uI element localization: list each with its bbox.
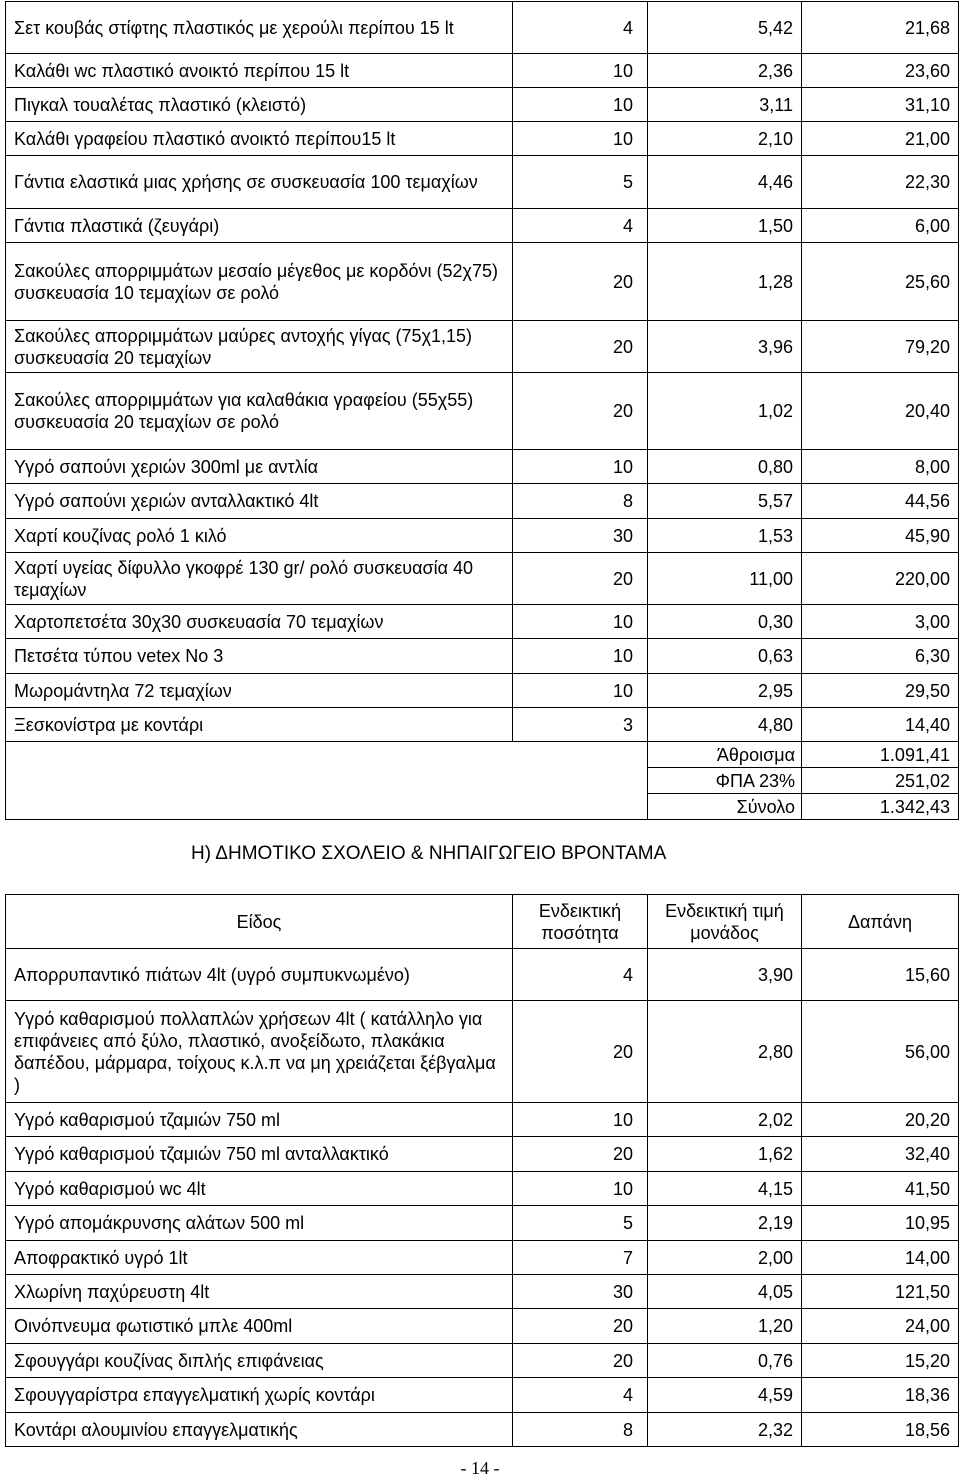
item-total: 41,50 [802,1172,959,1206]
table-row [6,1172,959,1206]
item-description: Υγρό απομάκρυνσης αλάτων 500 ml [6,1206,513,1241]
item-unit-price: 2,32 [648,1413,802,1447]
table-row [6,674,959,708]
item-unit-price: 0,63 [648,639,802,674]
table-row [6,373,959,450]
item-total: 29,50 [802,674,959,708]
items-table-2 [5,894,959,1447]
item-total: 23,60 [802,54,959,88]
item-quantity: 8 [513,484,648,519]
item-quantity: 4 [513,209,648,243]
item-total: 18,36 [802,1378,959,1413]
item-quantity: 10 [513,88,648,122]
item-total: 121,50 [802,1275,959,1309]
header-cost: Δαπάνη [802,895,959,949]
item-total: 6,00 [802,209,959,243]
table-row [6,605,959,639]
item-quantity: 5 [513,1206,648,1241]
item-unit-price: 0,76 [648,1344,802,1378]
item-description: Ξεσκονίστρα με κοντάρι [6,708,513,742]
item-unit-price: 4,59 [648,1378,802,1413]
page-number: - 14 - [460,1458,500,1478]
item-quantity: 5 [513,156,648,209]
item-total: 21,68 [802,2,959,54]
item-total: 45,90 [802,519,959,553]
table-row [6,1206,959,1241]
table-row [6,1137,959,1172]
table-row [6,156,959,209]
header-unit-price: Ενδεικτική τιμή μονάδος [648,895,802,949]
item-unit-price: 0,80 [648,450,802,484]
item-total: 21,00 [802,122,959,156]
item-description: Καλάθι γραφείου πλαστικό ανοικτό περίπου15 lt [6,122,513,156]
item-unit-price: 2,36 [648,54,802,88]
item-total: 20,40 [802,373,959,450]
item-quantity: 10 [513,674,648,708]
item-total: 56,00 [802,1001,959,1103]
sum-label: Άθροισμα [648,742,802,768]
item-total: 15,20 [802,1344,959,1378]
item-unit-price: 2,10 [648,122,802,156]
item-total: 44,56 [802,484,959,519]
item-unit-price: 1,62 [648,1137,802,1172]
totals-row [6,742,959,768]
item-total: 20,20 [802,1103,959,1137]
item-total: 25,60 [802,243,959,321]
item-description: Γάντια ελαστικά μιας χρήσης σε συσκευασία 100 τεμαχίων [6,156,513,209]
item-total: 8,00 [802,450,959,484]
item-quantity: 20 [513,1344,648,1378]
table-row [6,1241,959,1275]
item-unit-price: 5,57 [648,484,802,519]
item-unit-price: 0,30 [648,605,802,639]
item-quantity: 10 [513,450,648,484]
item-quantity: 20 [513,553,648,605]
table-row [6,1309,959,1344]
item-quantity: 20 [513,1309,648,1344]
item-unit-price: 4,15 [648,1172,802,1206]
section-heading: Η) ΔΗΜΟΤΙΚΟ ΣΧΟΛΕΙΟ & ΝΗΠΑΙΓΩΓΕΙΟ ΒΡΟΝΤΑΜΑ [191,843,667,864]
item-total: 10,95 [802,1206,959,1241]
table-row [6,321,959,373]
sum-value: 1.091,41 [802,742,959,768]
item-quantity: 20 [513,243,648,321]
item-description: Μωρομάντηλα 72 τεμαχίων [6,674,513,708]
item-description: Σετ κουβάς στίφτης πλαστικός με χερούλι περίπου 15 lt [6,2,513,54]
item-total: 15,60 [802,949,959,1001]
item-total: 6,30 [802,639,959,674]
item-description: Οινόπνευμα φωτιστικό μπλε 400ml [6,1309,513,1344]
item-unit-price: 2,80 [648,1001,802,1103]
item-quantity: 30 [513,519,648,553]
item-total: 18,56 [802,1413,959,1447]
item-quantity: 20 [513,1137,648,1172]
table-row [6,708,959,742]
item-unit-price: 4,80 [648,708,802,742]
table-row [6,1275,959,1309]
item-unit-price: 4,05 [648,1275,802,1309]
table-row [6,122,959,156]
table-row [6,1344,959,1378]
item-description: Υγρό καθαρισμού wc 4lt [6,1172,513,1206]
item-total: 79,20 [802,321,959,373]
item-unit-price: 1,50 [648,209,802,243]
item-description: Χαρτοπετσέτα 30χ30 συσκευασία 70 τεμαχίων [6,605,513,639]
table-row [6,2,959,54]
table-row [6,1378,959,1413]
item-unit-price: 2,00 [648,1241,802,1275]
item-description: Υγρό καθαρισμού πολλαπλών χρήσεων 4lt ( κατάλληλο για επιφάνειες από ξύλο, πλαστικό, ανοξείδωτο, πλακάκια δαπέδου, μάρμαρα, τοίχους κ.λ.π να μη χρειάζεται ξέβγαλμα ) [6,1001,513,1103]
item-unit-price: 11,00 [648,553,802,605]
item-description: Γάντια πλαστικά (ζευγάρι) [6,209,513,243]
item-total: 22,30 [802,156,959,209]
item-description: Υγρό σαπούνι χεριών ανταλλακτικό 4lt [6,484,513,519]
item-description: Αποφρακτικό υγρό 1lt [6,1241,513,1275]
item-quantity: 30 [513,1275,648,1309]
table-row [6,949,959,1001]
item-description: Καλάθι wc πλαστικό ανοικτό περίπου 15 lt [6,54,513,88]
item-total: 14,00 [802,1241,959,1275]
item-unit-price: 1,53 [648,519,802,553]
item-unit-price: 2,19 [648,1206,802,1241]
table-row [6,484,959,519]
item-quantity: 10 [513,605,648,639]
table-row [6,519,959,553]
item-description: Χαρτί κουζίνας ρολό 1 κιλό [6,519,513,553]
item-quantity: 4 [513,1378,648,1413]
item-quantity: 8 [513,1413,648,1447]
header-item: Είδος [6,895,513,949]
item-total: 14,40 [802,708,959,742]
table-row [6,450,959,484]
item-unit-price: 1,20 [648,1309,802,1344]
table-row [6,1413,959,1447]
table-row [6,88,959,122]
table-row [6,1103,959,1137]
items-table-1 [5,1,959,820]
item-unit-price: 4,46 [648,156,802,209]
item-quantity: 10 [513,54,648,88]
totals-row [6,794,959,820]
item-description: Πετσέτα τύπου vetex No 3 [6,639,513,674]
item-description: Σακούλες απορριμμάτων μεσαίο μέγεθος με κορδόνι (52χ75) συσκευασία 10 τεμαχίων σε ρολό [6,243,513,321]
item-total: 220,00 [802,553,959,605]
item-description: Χλωρίνη παχύρευστη 4lt [6,1275,513,1309]
header-row [6,895,959,949]
item-unit-price: 5,42 [648,2,802,54]
table-row [6,553,959,605]
item-description: Υγρό σαπούνι χεριών 300ml με αντλία [6,450,513,484]
item-total: 3,00 [802,605,959,639]
item-quantity: 10 [513,122,648,156]
item-quantity: 10 [513,1172,648,1206]
item-description: Σακούλες απορριμμάτων για καλαθάκια γραφείου (55χ55) συσκευασία 20 τεμαχίων σε ρολό [6,373,513,450]
item-description: Απορρυπαντικό πιάτων 4lt (υγρό συμπυκνωμένο) [6,949,513,1001]
grand-total-value: 1.342,43 [802,794,959,820]
item-description: Πιγκαλ τουαλέτας πλαστικό (κλειστό) [6,88,513,122]
item-unit-price: 2,02 [648,1103,802,1137]
item-description: Σφουγγάρι κουζίνας διπλής επιφάνειας [6,1344,513,1378]
table-row [6,639,959,674]
totals-row [6,768,959,794]
item-description: Σακούλες απορριμμάτων μαύρες αντοχής γίγας (75χ1,15) συσκευασία 20 τεμαχίων [6,321,513,373]
item-quantity: 20 [513,1001,648,1103]
table-row [6,243,959,321]
item-unit-price: 1,02 [648,373,802,450]
item-unit-price: 2,95 [648,674,802,708]
vat-value: 251,02 [802,768,959,794]
item-quantity: 10 [513,639,648,674]
item-quantity: 20 [513,321,648,373]
header-quantity: Ενδεικτική ποσότητα [513,895,648,949]
item-description: Κοντάρι αλουμινίου επαγγελματικής [6,1413,513,1447]
item-total: 31,10 [802,88,959,122]
table-row [6,54,959,88]
table-row [6,209,959,243]
item-quantity: 10 [513,1103,648,1137]
item-quantity: 4 [513,2,648,54]
item-unit-price: 3,90 [648,949,802,1001]
item-unit-price: 3,96 [648,321,802,373]
item-quantity: 3 [513,708,648,742]
item-quantity: 7 [513,1241,648,1275]
grand-total-label: Σύνολο [648,794,802,820]
item-quantity: 20 [513,373,648,450]
item-quantity: 4 [513,949,648,1001]
item-description: Χαρτί υγείας δίφυλλο γκοφρέ 130 gr/ ρολό συσκευασία 40 τεμαχίων [6,553,513,605]
vat-label: ΦΠΑ 23% [648,768,802,794]
item-unit-price: 3,11 [648,88,802,122]
item-description: Σφουγγαρίστρα επαγγελματική χωρίς κοντάρι [6,1378,513,1413]
item-description: Υγρό καθαρισμού τζαμιών 750 ml [6,1103,513,1137]
table-row [6,1001,959,1103]
item-total: 24,00 [802,1309,959,1344]
item-unit-price: 1,28 [648,243,802,321]
item-total: 32,40 [802,1137,959,1172]
item-description: Υγρό καθαρισμού τζαμιών 750 ml ανταλλακτικό [6,1137,513,1172]
